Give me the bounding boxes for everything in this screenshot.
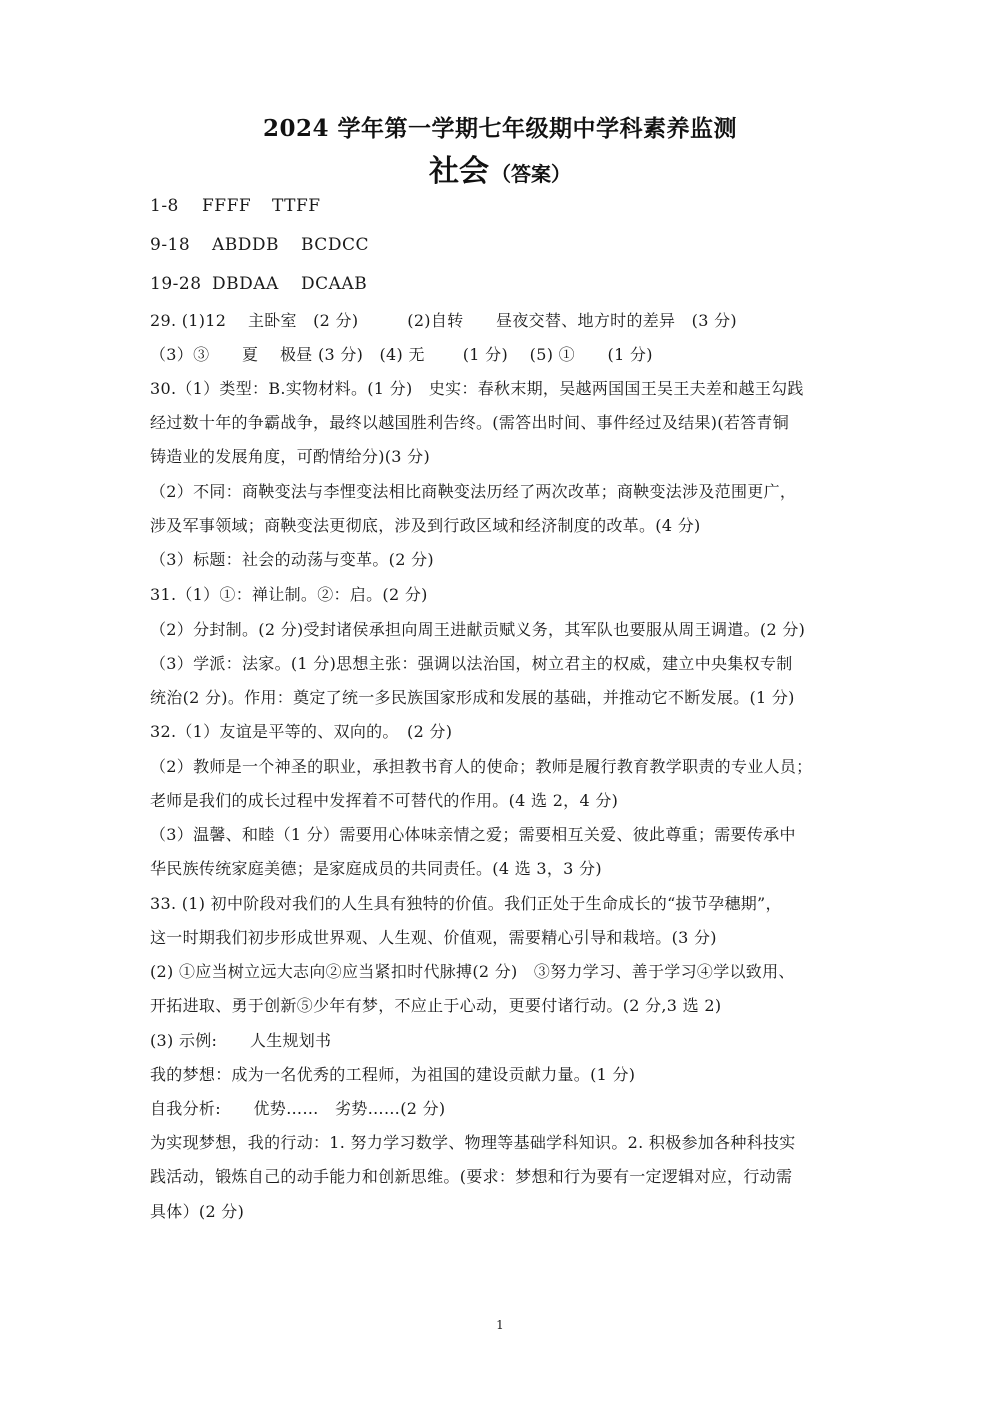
choice-range: 9-18 <box>150 235 191 255</box>
choice-group2: TTFF <box>272 196 321 216</box>
choice-row <box>150 235 860 255</box>
choice-row <box>150 196 860 216</box>
page-number: 1 <box>496 1318 504 1332</box>
q33-line: 为实现梦想，我的行动：1. 努力学习数学、物理等基础学科知识。2. 积极参加各种科技实 <box>150 1133 796 1152</box>
q33-line: 践活动，锻炼自己的动手能力和创新思维。(要求：梦想和行为要有一定逻辑对应，行动需 <box>150 1167 793 1186</box>
choice-range: 1-8 <box>150 196 179 216</box>
q33-line: 具体）(2 分) <box>150 1202 245 1221</box>
q32-line: 华民族传统家庭美德；是家庭成员的共同责任。(4 选 3，3 分) <box>150 859 602 878</box>
q31-line: （2）分封制。(2 分)受封诸侯承担向周王进献贡赋义务，其军队也要服从周王调遣。(2 分) <box>150 620 806 639</box>
subject-note: （答案） <box>491 162 571 186</box>
q30-line: 铸造业的发展角度，可酌情给分)(3 分) <box>150 447 430 466</box>
q33-line: (2) ①应当树立远大志向②应当紧扣时代脉搏(2 分) ③努力学习、善于学习④学以致用、 <box>150 962 795 981</box>
choice-group2: BCDCC <box>301 235 369 255</box>
q31-line: 统治(2 分)。作用：奠定了统一多民族国家形成和发展的基础，并推动它不断发展。(1 分) <box>150 688 795 707</box>
q33-line: (3) 示例: 人生规划书 <box>150 1031 332 1050</box>
q33-line: 开拓进取、勇于创新⑤少年有梦，不应止于心动，更要付诸行动。(2 分,3 选 2) <box>150 996 722 1015</box>
q30-line: （2）不同：商鞅变法与李悝变法相比商鞅变法历经了两次改革；商鞅变法涉及范围更广， <box>150 482 797 501</box>
q32-line: 32.（1）友谊是平等的、双向的。 (2 分) <box>150 722 453 741</box>
choice-group1: DBDAA <box>212 274 279 294</box>
subject-name: 社会 <box>429 154 489 189</box>
q29-line: （3）③ 夏 极昼 (3 分) (4) 无 (1 分) (5) ① (1 分) <box>150 345 653 364</box>
q32-line: （2）教师是一个神圣的职业，承担教书育人的使命；教师是履行教育教学职责的专业人员； <box>150 757 813 776</box>
q31-line: 31.（1）①：禅让制。②：启。(2 分) <box>150 585 428 604</box>
choice-group1: ABDDB <box>212 235 280 255</box>
subject-heading <box>0 146 1000 190</box>
q32-line: 老师是我们的成长过程中发挥着不可替代的作用。(4 选 2，4 分) <box>150 791 619 810</box>
q33-line: 33. (1) 初中阶段对我们的人生具有独特的价值。我们正处于生命成长的“拔节孕穗期”， <box>150 894 782 913</box>
q30-line: 涉及军事领域；商鞅变法更彻底，涉及到行政区域和经济制度的改革。(4 分) <box>150 516 701 535</box>
q33-line: 自我分析: 优势…… 劣势……(2 分) <box>150 1099 446 1118</box>
document-title: 2024 学年第一学期七年级期中学科素养监测 <box>262 115 738 142</box>
q32-line: （3）温馨、和睦（1 分）需要用心体味亲情之爱；需要相互关爱、彼此尊重；需要传承中 <box>150 825 796 844</box>
choice-row <box>150 274 860 294</box>
q31-line: （3）学派：法家。(1 分)思想主张：强调以法治国，树立君主的权威，建立中央集权专制 <box>150 654 793 673</box>
q29-line: 29. (1)12 主卧室 (2 分) (2)自转 昼夜交替、地方时的差异 (3 分) <box>150 311 737 330</box>
choice-range: 19-28 <box>150 274 202 294</box>
choice-group2: DCAAB <box>301 274 368 294</box>
q30-line: 30.（1）类型：B.实物材料。(1 分) 史实：春秋末期，吴越两国国王吴王夫差和越王勾践 <box>150 379 804 398</box>
q30-line: 经过数十年的争霸战争，最终以越国胜利告终。(需答出时间、事件经过及结果)(若答青铜 <box>150 413 790 432</box>
choice-group1: FFFF <box>202 196 252 216</box>
q33-line: 我的梦想：成为一名优秀的工程师，为祖国的建设贡献力量。(1 分) <box>150 1065 636 1084</box>
q33-line: 这一时期我们初步形成世界观、人生观、价值观，需要精心引导和栽培。(3 分) <box>150 928 717 947</box>
q30-line: （3）标题：社会的动荡与变革。(2 分) <box>150 550 434 569</box>
